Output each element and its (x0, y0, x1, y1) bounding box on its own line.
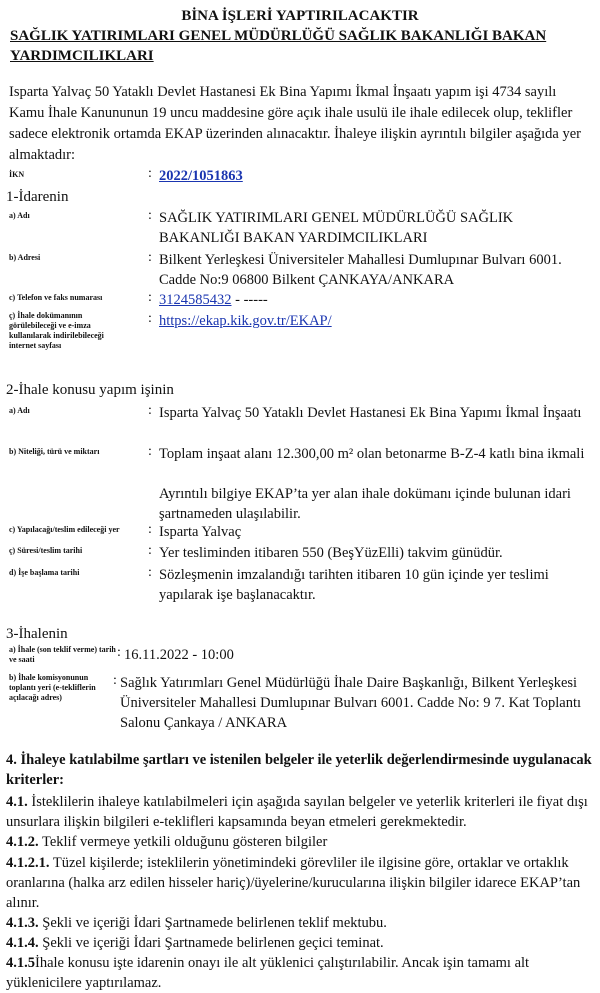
ikn-label: İKN (9, 170, 25, 179)
section2-title: 2-İhale konusu yapım işinin (6, 382, 174, 398)
s3-yer-label: b) İhale komisyonunun toplantı yeri (e-tekliflerin açılacağı adres) (9, 673, 96, 702)
s2-sure-label: ç) Süresi/teslim tarihi (9, 546, 83, 555)
s1-tel-value[interactable]: 3124585432 (159, 292, 232, 308)
s2-baslama-value: Sözleşmenin imzalandığı tarihten itibaren 10 gün içinde yer teslimi yapılarak işe başlanacaktır. (159, 567, 549, 603)
section4-p412: 4.1.2. Teklif vermeye yetkili olduğunu gösteren bilgiler (6, 834, 328, 850)
s2-adi-label: a) Adı (9, 406, 30, 415)
s1-doc-label: ç) İhale dokümanının görülebileceği ve e-imza kullanılarak indirilebileceği internet sayfası (9, 311, 104, 350)
section4-p415: 4.1.5İhale konusu işte idarenin onayı ile alt yüklenici çalıştırılabilir. Ancak işin tamamı alt yüklenicilere yaptırılamaz. (6, 955, 530, 991)
s2-nitelik-label: b) Niteliği, türü ve miktarı (9, 447, 100, 456)
s1-fax-value: - ----- (231, 292, 268, 308)
s1-doc-link[interactable]: https://ekap.kik.gov.tr/EKAP/ (159, 313, 332, 329)
s3-yer-value: Sağlık Yatırımları Genel Müdürlüğü İhale Daire Başkanlığı, Bilkent Yerleşkesi Üniversiteler Mahallesi Dumlupınar Bulvarı 6001. Cadde No: 9 7. Kat Toplantı Salonu Çankaya / ANKARA (120, 675, 582, 731)
announcement-page: BİNA İŞLERİ YAPTIRILACAKTIR SAĞLIK YATIRIMLARI GENEL MÜDÜRLÜĞÜ SAĞLIK BAKANLIĞI BAKAN YARDIMCILIKLARI Isparta Yalvaç 50 Yataklı Devlet Hastanesi Ek Bina Yapımı İkmal İnşaatı yapım işi 4734 sayılı Kamu İhale Kanununun 19 uncu maddesine göre açık ihale usulü ile ihale edilecek olup, teklifler sadece elektronik ortamda EKAP üzerinden alınacaktır. İhaleye ilişkin ayrıntılı bilgiler aşağıda yer almaktadır: İKN : 2022/1051863 1-İdarenin a) Adı : SAĞLIK YATIRIMLARI GENEL MÜDÜRLÜĞÜ SAĞLIK BAKANLIĞI BAKAN YARDIMCILIKLARI b) Adresi : Bilkent Yerleşkesi Üniversiteler Mahallesi Dumlupınar Bulvarı 6001. Cadde No:9 06800 Bilkent ÇANKAYA/ANKARA c) Telefon ve faks numarası : 3124585432 - ----- ç) İhale dokümanının görülebileceği ve e-imza kullanılarak indirilebileceği internet sayfası : https://ekap.kik.gov.tr/EKAP/ 2-İhale konusu yapım işinin a) Adı : Isparta Yalvaç 50 Yataklı Devlet Hastanesi Ek Bina Yapımı İkmal İnşaatı b) Niteliği, türü ve miktarı : Toplam inşaat alanı 12.300,00 m² olan betonarme B-Z-4 katlı bina ikmali Ayrıntılı bilgiye EKAP’ta yer alan ihale dokümanı içinde bulunan idari şartnameden ulaşılabilir. c) Yapılacağı/teslim edileceği yer : Isparta Yalvaç ç) Süresi/teslim tarihi : Yer tesliminden itibaren 550 (BeşYüzElli) takvim günüdür. d) İşe başlama tarihi : Sözleşmenin imzalandığı tarihten itibaren 10 gün içinde yer teslimi yapılarak işe başlanacaktır. 3-İhalenin a) İhale (son teklif verme) tarih ve saati : 16.11.2022 - 10:00 b) İhale komisyonunun toplantı yeri (e-tekliflerin açılacağı adres) : Sağlık Yatırımları Genel Müdürlüğü İhale Daire Başkanlığı, Bilkent Yerleşkesi Üniversiteler Mahallesi Dumlupınar Bulvarı 6001. Cadde No: 9 7. Kat Toplantı Salonu Çankaya / ANKARA 4. İhaleye katılabilme şartları ve istenilen belgeler ile yeterlik değerlendirmesinde uygulanacak kriterler: 4.1. İsteklilerin ihaleye katılabilmeleri için aşağıda sayılan belgeler ve yeterlik kriterleri ile fiyat dışı unsurlara ilişkin bilgileri e-teklifleri kapsamında beyan etmeleri gerekmektedir. 4.1.2. Teklif vermeye yetkili olduğunu gösteren bilgiler 4.1.2.1. Tüzel kişilerde; isteklilerin yönetimindeki görevliler ile ilgisine göre, ortaklar ve ortaklık oranlarına (halka arz edilen hisseler hariç)/üyelerine/kurucularına ilişkin bilgiler idarece EKAP’tan alınır. 4.1.3. Şekli ve içeriği İdari Şartnamede belirlenen teklif mektubu. 4.1.4. Şekli ve içeriği İdari Şartnamede belirlenen geçici teminat. 4.1.5İhale konusu işte idarenin onayı ile alt yüklenici çalıştırılabilir. Ancak işin tamamı alt yüklenicilere yaptırılamaz. (0, 0, 600, 983)
announcement-header (0, 6, 600, 66)
header-authority-line2: YARDIMCILIKLARI (10, 48, 154, 64)
s2-adi-value: Isparta Yalvaç 50 Yataklı Devlet Hastanesi Ek Bina Yapımı İkmal İnşaatı (159, 405, 582, 421)
section4-p414: 4.1.4. Şekli ve içeriği İdari Şartnamede belirlenen geçici teminat. (6, 935, 384, 951)
s2-nitelik-value2: Ayrıntılı bilgiye EKAP’ta yer alan ihale dokümanı içinde bulunan idari şartnameden ulaşılabilir. (159, 486, 571, 522)
s1-adres-value: Bilkent Yerleşkesi Üniversiteler Mahallesi Dumlupınar Bulvarı 6001. Cadde No:9 06800 Bilkent ÇANKAYA/ANKARA (159, 252, 562, 288)
s3-tarih-value: 16.11.2022 - 10:00 (124, 647, 234, 663)
intro-paragraph: Isparta Yalvaç 50 Yataklı Devlet Hastanesi Ek Bina Yapımı İkmal İnşaatı yapım işi 4734 sayılı Kamu İhale Kanununun 19 uncu maddesine göre açık ihale usulü ile ihale edilecek olup, teklifler sadece elektronik ortamda EKAP üzerinden alınacaktır. İhaleye ilişkin ayrıntılı bilgiler aşağıda yer almaktadır: (9, 84, 582, 163)
ikn-value[interactable]: 2022/1051863 (159, 168, 243, 184)
section4-p4121: 4.1.2.1. Tüzel kişilerde; isteklilerin yönetimindeki görevliler ile ilgisine göre, ortaklar ve ortaklık oranlarına (halka arz edilen hisseler hariç)/üyelerine/kurucularına ilişkin bilgiler idarece EKAP’tan alınır. (6, 855, 581, 911)
s2-sure-value: Yer tesliminden itibaren 550 (BeşYüzElli) takvim günüdür. (159, 545, 503, 561)
s3-tarih-label: a) İhale (son teklif verme) tarih ve saati (9, 645, 116, 664)
ikn-colon: : (148, 166, 152, 181)
s2-baslama-label: d) İşe başlama tarihi (9, 568, 80, 577)
section4-p41: 4.1. İsteklilerin ihaleye katılabilmeleri için aşağıda sayılan belgeler ve yeterlik kriterleri ile fiyat dışı unsurlara ilişkin bilgileri e-teklifleri kapsamında beyan etmeleri gerekmektedir. (6, 794, 588, 830)
s1-tel-label: c) Telefon ve faks numarası (9, 293, 103, 302)
s1-adi-value: SAĞLIK YATIRIMLARI GENEL MÜDÜRLÜĞÜ SAĞLIK BAKANLIĞI BAKAN YARDIMCILIKLARI (159, 210, 514, 246)
s2-nitelik-value1: Toplam inşaat alanı 12.300,00 m² olan betonarme B-Z-4 katlı bina ikmali (159, 446, 585, 462)
section3-title: 3-İhalenin (6, 626, 68, 642)
s1-adi-label: a) Adı (9, 211, 30, 220)
s1-adres-label: b) Adresi (9, 253, 41, 262)
section4-title: 4. İhaleye katılabilme şartları ve istenilen belgeler ile yeterlik değerlendirmesinde uygulanacak kriterler: (6, 752, 592, 788)
header-authority-line1: SAĞLIK YATIRIMLARI GENEL MÜDÜRLÜĞÜ SAĞLIK BAKANLIĞI BAKAN (10, 28, 547, 44)
header-title: BİNA İŞLERİ YAPTIRILACAKTIR (181, 8, 419, 24)
section4-p413: 4.1.3. Şekli ve içeriği İdari Şartnamede belirlenen teklif mektubu. (6, 915, 387, 931)
s2-yer-value: Isparta Yalvaç (159, 524, 242, 540)
s2-yer-label: c) Yapılacağı/teslim edileceği yer (9, 525, 120, 534)
section1-title: 1-İdarenin (6, 189, 69, 205)
